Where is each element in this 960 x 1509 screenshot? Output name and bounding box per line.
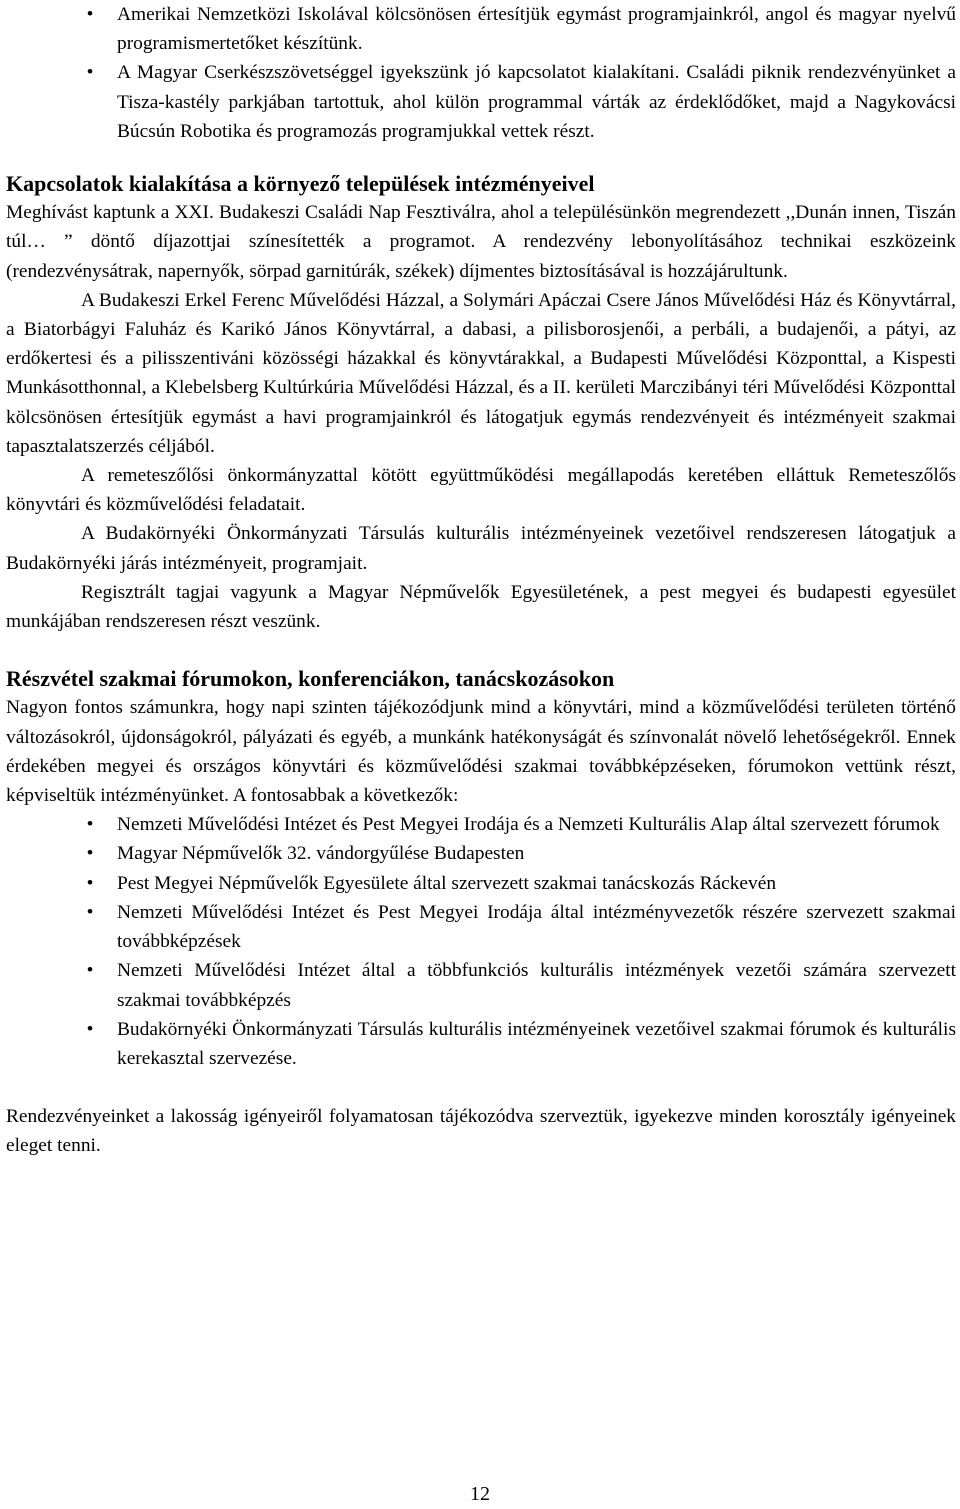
list-item: [6, 839, 956, 868]
list-item: [6, 0, 956, 58]
list-item: [6, 58, 956, 146]
list-item-text: Pest Megyei Népművelők Egyesülete által szervezett szakmai tanácskozás Ráckevén: [117, 872, 777, 894]
paragraph: Regisztrált tagjai vagyunk a Magyar Népművelők Egyesületének, a pest megyei és budapesti egyesület munkájában rendszeresen részt veszünk.: [6, 581, 956, 633]
list-item-text: Budakörnyéki Önkormányzati Társulás kulturális intézményeinek vezetőivel szakmai fórumok és kulturális kerekasztal szervezése.: [117, 1018, 956, 1069]
paragraph: A remeteszőlősi önkormányzattal kötött együttműködési megállapodás keretében elláttuk Remeteszőlős könyvtári és közművelődési feladatait.: [6, 465, 956, 516]
page-number: 12: [470, 1483, 490, 1505]
list-item-text: A Magyar Cserkészszövetséggel igyekszünk jó kapcsolatot kialakítani. Családi piknik rendezvényünket a Tisza-kastély parkjában tartottuk, ahol külön programmal várták az érdeklődőket, majd a Nagykovácsi Búcsún Robotika és programozás programjukkal vettek részt.: [117, 62, 956, 142]
top-bullet-list: [6, 0, 956, 146]
document-page: [6, 0, 956, 1161]
list-item-text: Amerikai Nemzetközi Iskolával kölcsönösen értesítjük egymást programjainkról, angol és magyar nyelvű programismertetőket készítünk.: [117, 4, 956, 55]
list-item-text: Magyar Népművelők 32. vándorgyűlése Budapesten: [117, 843, 525, 865]
bullet-icon: •: [86, 843, 94, 865]
bullet-icon: •: [86, 872, 94, 894]
list-item-text: Nemzeti Művelődési Intézet és Pest Megyei Irodája által intézményvezetők részére szervezett szakmai továbbképzések: [117, 901, 956, 953]
paragraph: Nagyon fontos számunkra, hogy napi szinten tájékozódjunk mind a könyvtári, mind a közművelődési területen történő változásokról, újdonságokról, pályázati és egyéb, a munkánk hatékonyságát és színvonalát növelő lehetőségekről. Ennek érdekében megyei és országos könyvtári és közművelődési szakmai továbbképzéseken, fórumokon vettünk részt, képviseltük intézményünket. A fontosabbak a következők:: [6, 697, 956, 807]
bullet-icon: •: [86, 1018, 94, 1040]
list-item-text: Nemzeti Művelődési Intézet és Pest Megyei Irodája és a Nemzeti Kulturális Alap által szervezett fórumok: [117, 814, 940, 836]
closing-paragraph: Rendezvényeinket a lakosság igényeiről folyamatosan tájékozódva szerveztük, igyekezve minden korosztály igényeinek eleget tenni.: [6, 1106, 956, 1157]
bullet-icon: •: [86, 4, 94, 25]
bullet-icon: •: [86, 62, 94, 84]
forum-bullet-list: [6, 810, 956, 1073]
list-item: [6, 869, 956, 898]
section-heading-reszvetel: Részvétel szakmai fórumokon, konferenciákon, tanácskozásokon: [6, 666, 615, 692]
list-item: [6, 1015, 956, 1073]
paragraph: Meghívást kaptunk a XXI. Budakeszi Családi Nap Fesztiválra, ahol a településünkön megrendezett ,,Dunán innen, Tiszán túl… ” döntő díjazottjai színesítették a programot. A rendezvény lebonyolításához technikai eszközeink (rendezvénysátrak, napernyők, sörpad garnitúrák, székek) díjmentes biztosításával is hozzájárultunk.: [6, 202, 956, 282]
list-item: [6, 898, 956, 956]
list-item: [6, 956, 956, 1014]
paragraph: A Budakeszi Erkel Ferenc Művelődési Házzal, a Solymári Apáczai Csere János Művelődési Ház és Könyvtárral, a Biatorbágyi Faluház és Karikó János Könyvtárral, a dabasi, a pilisborosjenői, a perbáli, a budajenői, a pátyi, az erdőkertesi és a pilisszentiváni közösségi házakkal és könyvtárakkal, a Budapesti Művelődési Központtal, a Kispesti Munkásotthonnal, a Klebelsberg Kultúrkúria Művelődési Házzal, és a II. kerületi Marczibányi téri Művelődési Központtal kölcsönösen értesítjük egymást a havi programjainkról és látogatjuk egymás rendezvényeit és intézményeit szakmai tapasztalatszerzés céljából.: [6, 289, 956, 457]
bullet-icon: •: [86, 814, 94, 836]
bullet-icon: •: [86, 960, 94, 982]
list-item-text: Nemzeti Művelődési Intézet által a többfunkciós kulturális intézmények vezetői számára szervezett szakmai továbbképzés: [117, 960, 956, 1011]
list-item: [6, 810, 956, 839]
section-heading-kapcsolatok: Kapcsolatok kialakítása a környező települések intézményeivel: [6, 171, 595, 197]
bullet-icon: •: [86, 901, 94, 923]
paragraph: A Budakörnyéki Önkormányzati Társulás kulturális intézményeinek vezetőivel rendszeresen látogatjuk a Budakörnyéki járás intézményeit, programjait.: [6, 523, 956, 574]
